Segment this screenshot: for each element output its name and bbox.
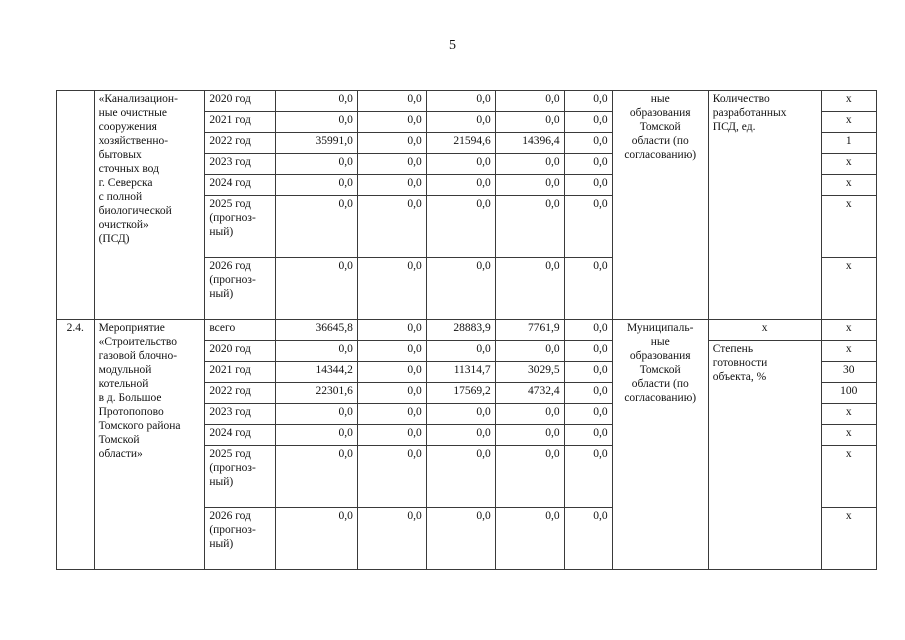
amount-regional: 0,0: [426, 446, 495, 508]
amount-federal: 0,0: [357, 383, 426, 404]
amount-regional: 17569,2: [426, 383, 495, 404]
period-cell: 2026 год (прогноз- ный): [205, 258, 276, 320]
target-value: х: [821, 258, 876, 320]
period-cell: 2021 год: [205, 112, 276, 133]
amount-total: 0,0: [276, 258, 357, 320]
period-cell: 2025 год (прогноз- ный): [205, 196, 276, 258]
amount-total: 0,0: [276, 425, 357, 446]
executor-cell: ные образования Томской области (по согласованию): [612, 91, 708, 320]
target-value: 1: [821, 133, 876, 154]
target-value: х: [821, 425, 876, 446]
amount-regional: 0,0: [426, 404, 495, 425]
row-number: [57, 91, 95, 320]
amount-local: 0,0: [495, 404, 564, 425]
amount-local: 0,0: [495, 196, 564, 258]
amount-other: 0,0: [564, 112, 612, 133]
amount-other: 0,0: [564, 175, 612, 196]
period-cell: 2023 год: [205, 154, 276, 175]
amount-federal: 0,0: [357, 133, 426, 154]
target-value: х: [821, 508, 876, 570]
target-value: 30: [821, 362, 876, 383]
period-cell: 2025 год (прогноз- ный): [205, 446, 276, 508]
amount-total: 0,0: [276, 112, 357, 133]
amount-local: 0,0: [495, 425, 564, 446]
amount-total: 0,0: [276, 91, 357, 112]
amount-federal: 0,0: [357, 320, 426, 341]
amount-federal: 0,0: [357, 446, 426, 508]
amount-other: 0,0: [564, 133, 612, 154]
indicator-total-cell: х: [708, 320, 821, 341]
amount-federal: 0,0: [357, 508, 426, 570]
amount-regional: 28883,9: [426, 320, 495, 341]
amount-federal: 0,0: [357, 258, 426, 320]
period-cell: 2020 год: [205, 91, 276, 112]
amount-other: 0,0: [564, 446, 612, 508]
period-cell: 2024 год: [205, 425, 276, 446]
target-value: х: [821, 341, 876, 362]
amount-other: 0,0: [564, 154, 612, 175]
amount-other: 0,0: [564, 320, 612, 341]
period-cell: всего: [205, 320, 276, 341]
amount-regional: 11314,7: [426, 362, 495, 383]
amount-local: 0,0: [495, 446, 564, 508]
amount-local: 14396,4: [495, 133, 564, 154]
amount-federal: 0,0: [357, 362, 426, 383]
indicator-name: Количество разработанных ПСД, ед.: [708, 91, 821, 320]
target-value: х: [821, 91, 876, 112]
period-cell: 2021 год: [205, 362, 276, 383]
amount-local: 0,0: [495, 175, 564, 196]
page-number: 5: [449, 38, 456, 53]
amount-federal: 0,0: [357, 112, 426, 133]
amount-local: 3029,5: [495, 362, 564, 383]
amount-other: 0,0: [564, 341, 612, 362]
amount-total: 0,0: [276, 404, 357, 425]
amount-other: 0,0: [564, 425, 612, 446]
amount-other: 0,0: [564, 508, 612, 570]
amount-federal: 0,0: [357, 404, 426, 425]
amount-federal: 0,0: [357, 341, 426, 362]
amount-federal: 0,0: [357, 196, 426, 258]
amount-local: 7761,9: [495, 320, 564, 341]
target-value: х: [821, 196, 876, 258]
amount-local: 0,0: [495, 341, 564, 362]
amount-total: 22301,6: [276, 383, 357, 404]
amount-other: 0,0: [564, 91, 612, 112]
measure-name: Мероприятие «Строительство газовой блочно- модульной котельной в д. Большое Протопопово Томского района Томской области»: [94, 320, 205, 570]
amount-federal: 0,0: [357, 91, 426, 112]
amount-other: 0,0: [564, 404, 612, 425]
amount-total: 0,0: [276, 508, 357, 570]
amount-regional: 0,0: [426, 175, 495, 196]
amount-total: 36645,8: [276, 320, 357, 341]
amount-total: 14344,2: [276, 362, 357, 383]
indicator-name: Степень готовности объекта, %: [708, 341, 821, 570]
target-value: х: [821, 404, 876, 425]
target-value: х: [821, 112, 876, 133]
amount-total: 0,0: [276, 196, 357, 258]
amount-local: 0,0: [495, 508, 564, 570]
period-cell: 2026 год (прогноз- ный): [205, 508, 276, 570]
amount-regional: 0,0: [426, 508, 495, 570]
amount-other: 0,0: [564, 383, 612, 404]
period-cell: 2024 год: [205, 175, 276, 196]
amount-regional: 0,0: [426, 112, 495, 133]
target-value: х: [821, 154, 876, 175]
amount-total: 35991,0: [276, 133, 357, 154]
period-cell: 2022 год: [205, 133, 276, 154]
amount-regional: 0,0: [426, 91, 495, 112]
amount-regional: 0,0: [426, 341, 495, 362]
amount-local: 0,0: [495, 112, 564, 133]
target-value: 100: [821, 383, 876, 404]
amount-other: 0,0: [564, 258, 612, 320]
amount-regional: 0,0: [426, 196, 495, 258]
amount-federal: 0,0: [357, 425, 426, 446]
amount-total: 0,0: [276, 154, 357, 175]
amount-total: 0,0: [276, 175, 357, 196]
amount-regional: 21594,6: [426, 133, 495, 154]
amount-federal: 0,0: [357, 154, 426, 175]
measure-name: «Канализацион- ные очистные сооружения хозяйственно- бытовых сточных вод г. Северска с полной биологической очисткой» (ПСД): [94, 91, 205, 320]
target-value: х: [821, 320, 876, 341]
amount-total: 0,0: [276, 446, 357, 508]
amount-local: 0,0: [495, 154, 564, 175]
period-cell: 2020 год: [205, 341, 276, 362]
amount-local: 0,0: [495, 91, 564, 112]
table-row: [57, 91, 877, 112]
period-cell: 2022 год: [205, 383, 276, 404]
amount-regional: 0,0: [426, 154, 495, 175]
row-number: 2.4.: [57, 320, 95, 570]
table-row: [57, 320, 877, 341]
amount-federal: 0,0: [357, 175, 426, 196]
amount-other: 0,0: [564, 362, 612, 383]
amount-other: 0,0: [564, 196, 612, 258]
period-cell: 2023 год: [205, 404, 276, 425]
target-value: х: [821, 446, 876, 508]
amount-local: 4732,4: [495, 383, 564, 404]
executor-cell: Муниципаль- ные образования Томской области (по согласованию): [612, 320, 708, 570]
amount-regional: 0,0: [426, 425, 495, 446]
amount-total: 0,0: [276, 341, 357, 362]
program-table: [56, 90, 877, 570]
target-value: х: [821, 175, 876, 196]
amount-local: 0,0: [495, 258, 564, 320]
amount-regional: 0,0: [426, 258, 495, 320]
